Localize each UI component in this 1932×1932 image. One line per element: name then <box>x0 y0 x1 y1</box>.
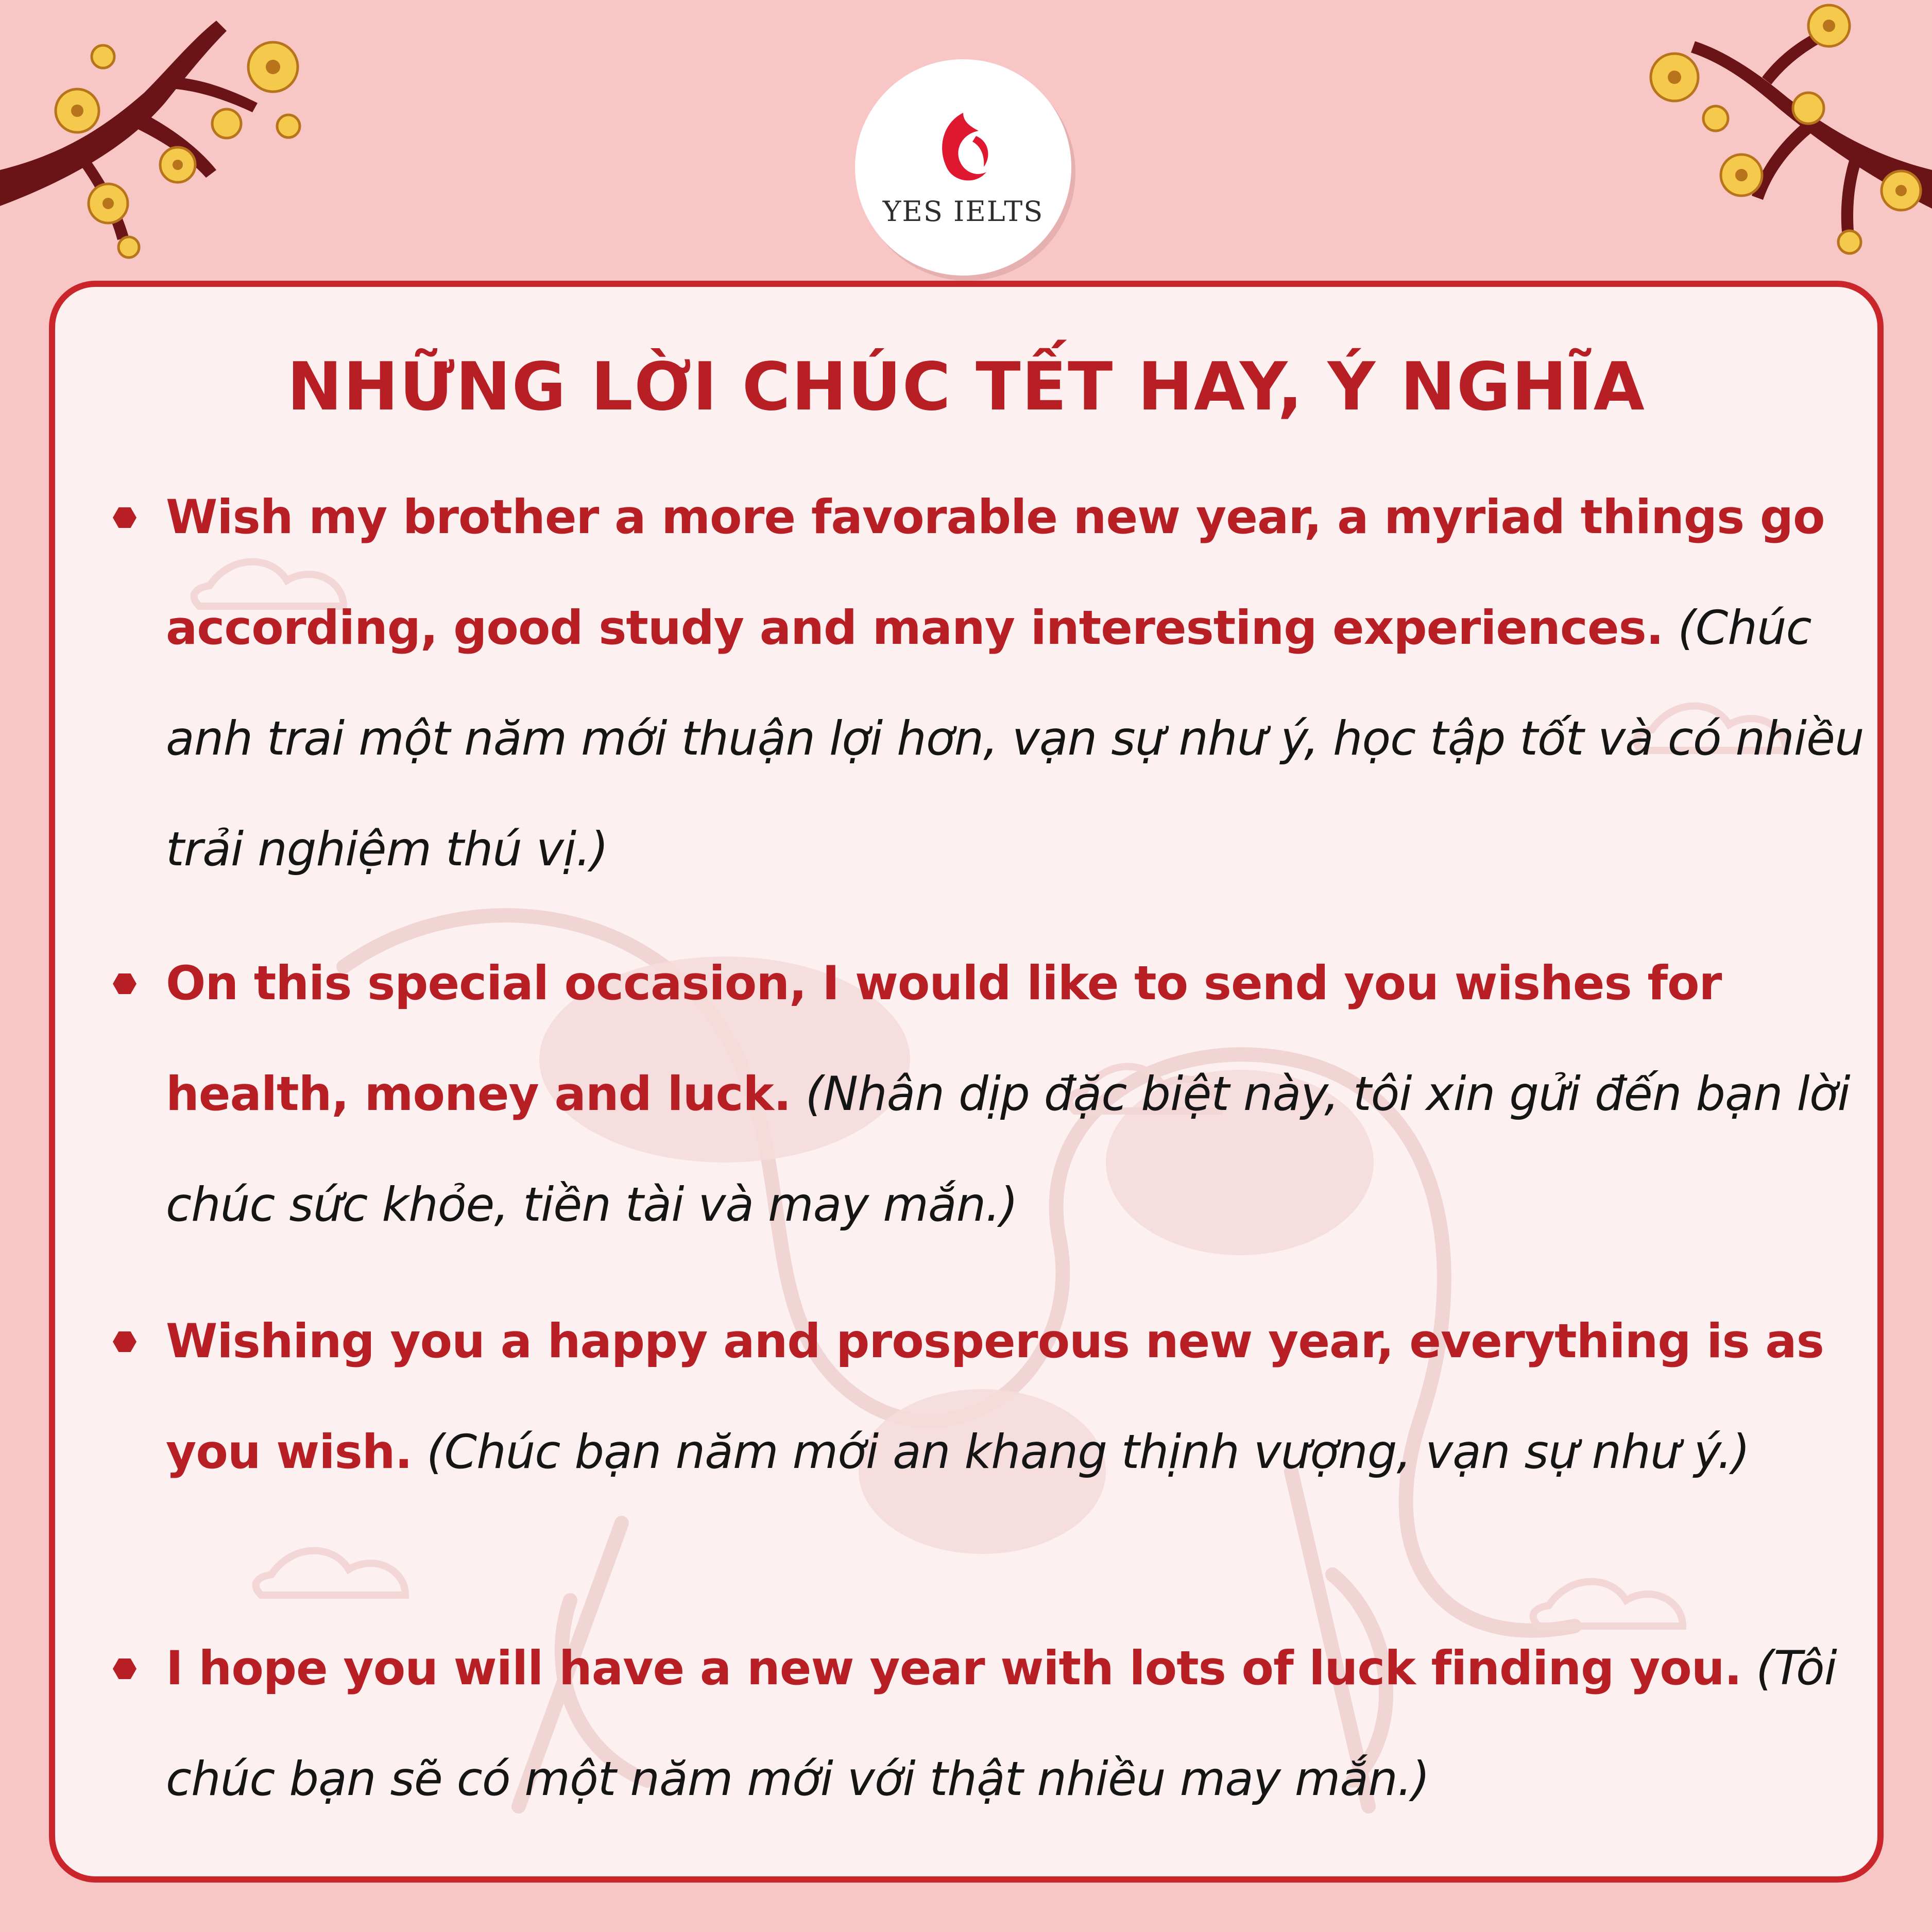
blossom-branch-left <box>0 0 371 288</box>
wish-text <box>166 928 1881 1260</box>
wish-vietnamese: (Chúc bạn năm mới an khang thịnh vượng, vạn sự như ý.) <box>426 1425 1750 1479</box>
page-title: NHỮNG LỜI CHÚC TẾT HAY, Ý NGHĨA <box>287 349 1646 425</box>
wish-text <box>166 1286 1881 1508</box>
wishes-card <box>49 281 1884 1883</box>
blossom-branch-right <box>1541 0 1932 288</box>
wish-vietnamese: (Chúc anh trai một năm mới thuận lợi hơn, vạn sự như ý, học tập tốt và có nhiều trải nghiệm thú vị.) <box>166 601 1864 877</box>
wish-english: Wishing you a happy and prosperous new year, everything is as you wish. <box>166 1314 1824 1479</box>
yes-ielts-logo-icon <box>927 108 999 190</box>
wish-vietnamese: (Nhân dịp đặc biệt này, tôi xin gửi đến bạn lời chúc sức khỏe, tiền tài và may mắn.) <box>166 1067 1850 1232</box>
logo-text: YES IELTS <box>882 195 1044 228</box>
wish-vietnamese: (Tôi chúc bạn sẽ có một năm mới với thật nhiều may mắn.) <box>166 1642 1837 1806</box>
logo-badge <box>855 59 1071 276</box>
wish-english: Wish my brother a more favorable new year, a myriad things go according, good study and many interesting experiences. <box>166 490 1825 655</box>
wish-english: I hope you will have a new year with lots of luck finding you. <box>166 1642 1742 1696</box>
wish-text <box>166 1613 1881 1835</box>
wish-text <box>166 462 1881 905</box>
wish-english: On this special occasion, I would like to send you wishes for health, money and luck. <box>166 956 1722 1121</box>
